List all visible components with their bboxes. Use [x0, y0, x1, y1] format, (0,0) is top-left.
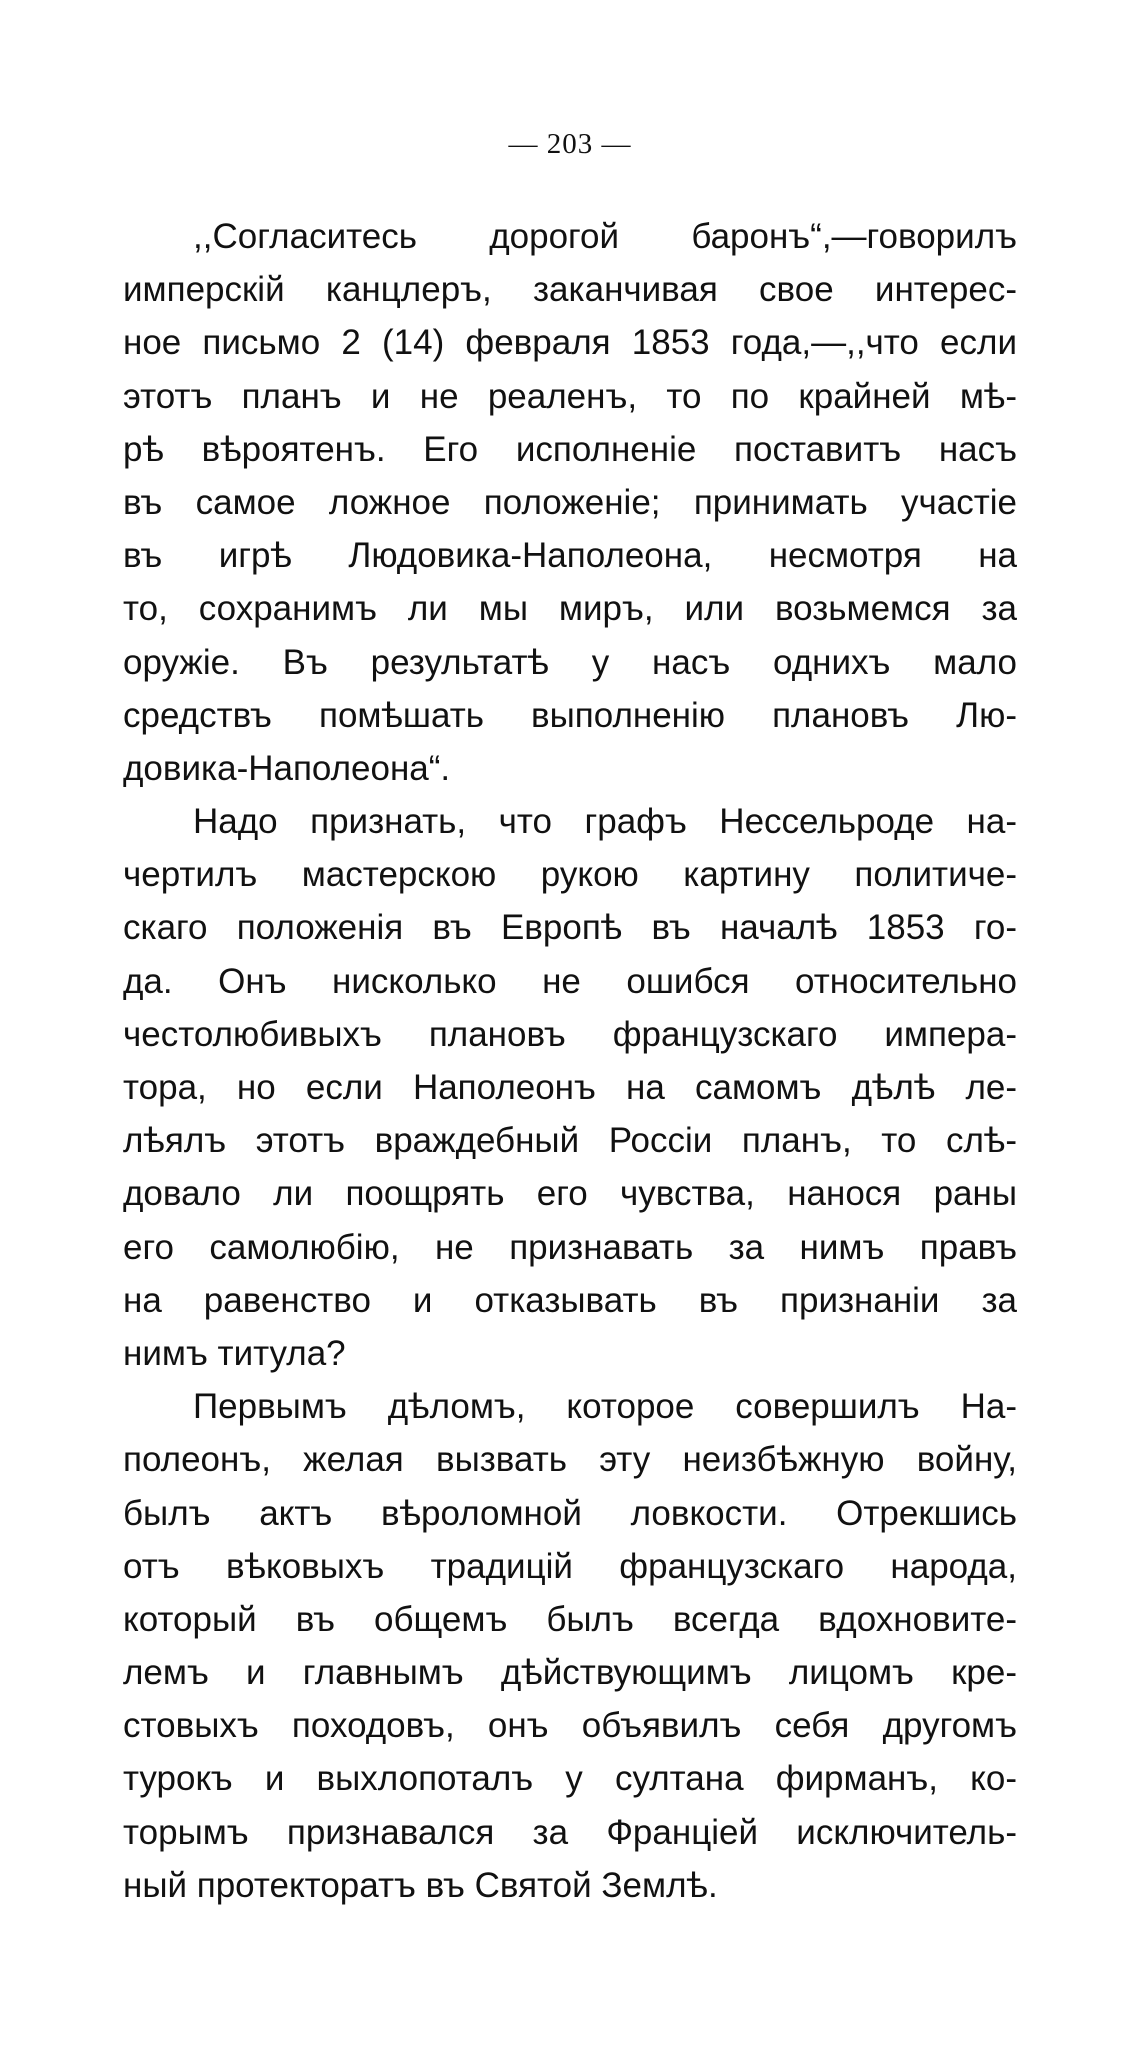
text-line: оружіе. Въ результатѣ у насъ однихъ мало: [123, 642, 1017, 682]
text-line: лѣялъ этотъ враждебный Россіи планъ, то слѣ-: [123, 1121, 1017, 1161]
text-line: полеонъ, желая вызвать эту неизбѣжную войну,: [123, 1440, 1017, 1480]
text-line: нимъ титула?: [123, 1333, 346, 1373]
text-line: отъ вѣковыхъ традицій французскаго народа,: [123, 1546, 1017, 1586]
page-number: — 203 —: [508, 128, 632, 160]
text-line: то, сохранимъ ли мы миръ, или возьмемся за: [123, 589, 1017, 629]
text-line: лемъ и главнымъ дѣйствующимъ лицомъ кре-: [123, 1653, 1017, 1693]
text-line: имперскій канцлеръ, заканчивая свое интерес-: [123, 270, 1017, 310]
text-line: этотъ планъ и не реаленъ, то по крайней мѣ-: [123, 376, 1017, 416]
paragraph-2: [123, 795, 1017, 1380]
text-line: рѣ вѣроятенъ. Его исполненіе поставитъ насъ: [123, 429, 1017, 469]
text-line: его самолюбію, не признавать за нимъ правъ: [123, 1227, 1017, 1267]
text-line: тора, но если Наполеонъ на самомъ дѣлѣ ле-: [123, 1068, 1017, 1107]
paragraph-3: [123, 1380, 1017, 1912]
text-line: ,,Согласитесь дорогой баронъ“,—говорилъ: [193, 217, 1017, 256]
text-line: въ самое ложное положеніе; принимать участіе: [123, 482, 1017, 522]
text-line: средствъ помѣшать выполненію плановъ Лю-: [123, 695, 1017, 735]
text-line: скаго положенія въ Европѣ въ началѣ 1853 го-: [123, 908, 1017, 948]
text-line: честолюбивыхъ плановъ французскаго импера-: [123, 1014, 1017, 1054]
text-line: да. Онъ нисколько не ошибся относительно: [123, 961, 1017, 1001]
text-line: на равенство и отказывать въ признаніи за: [123, 1280, 1017, 1320]
body-text: [123, 210, 1017, 1912]
text-line: Надо признать, что графъ Нессельроде на-: [193, 802, 1017, 842]
text-line: турокъ и выхлопоталъ у султана фирманъ, ко-: [123, 1759, 1017, 1799]
text-line: былъ актъ вѣроломной ловкости. Отрекшись: [123, 1493, 1017, 1533]
text-line: чертилъ мастерскою рукою картину политиче-: [123, 855, 1017, 895]
text-line: который въ общемъ былъ всегда вдохновите-: [123, 1599, 1017, 1639]
paragraph-1: [123, 210, 1017, 795]
text-line: въ игрѣ Людовика-Наполеона, несмотря на: [123, 536, 1017, 576]
text-line: довика-Наполеона“.: [123, 748, 451, 788]
text-line: стовыхъ походовъ, онъ объявилъ себя другомъ: [123, 1706, 1017, 1746]
text-line: довало ли поощрять его чувства, нанося раны: [123, 1174, 1017, 1214]
text-line: ный протекторатъ въ Святой Землѣ.: [123, 1865, 718, 1905]
text-line: торымъ признавался за Франціей исключитель-: [123, 1812, 1017, 1852]
text-line: ное письмо 2 (14) февраля 1853 года,—,,что если: [123, 323, 1017, 363]
text-line: Первымъ дѣломъ, которое совершилъ На-: [193, 1387, 1017, 1427]
